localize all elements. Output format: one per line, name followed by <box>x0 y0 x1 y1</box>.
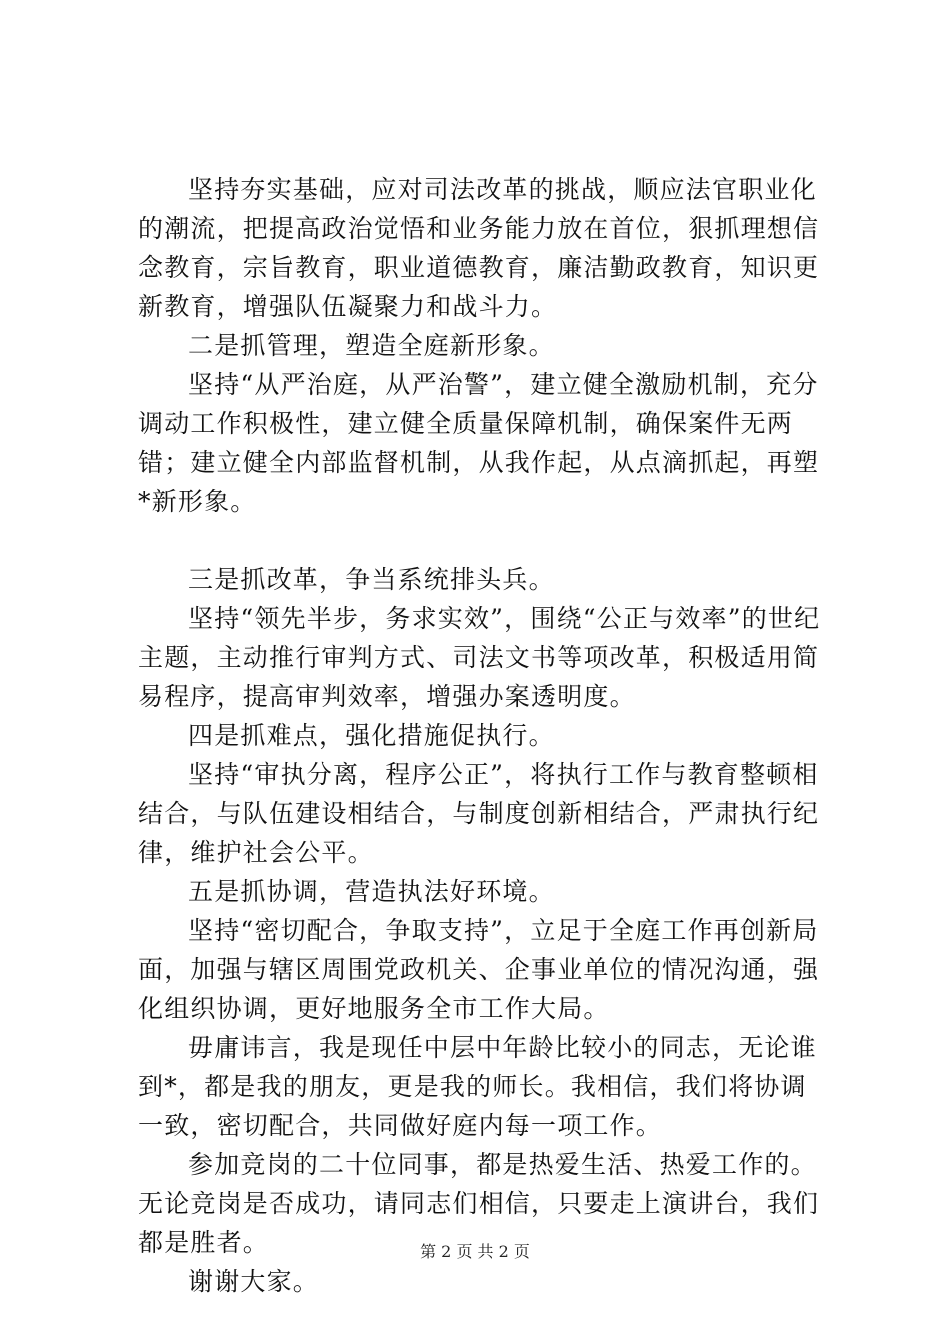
page-number-footer: 第 2 页 共 2 页 <box>420 1242 530 1261</box>
paragraph-gap <box>138 521 832 560</box>
paragraph-execution: 坚持“审执分离，程序公正”，将执行工作与教育整顿相结合，与队伍建设相结合，与制度创新相结合，严肃执行纪律，维护社会公平。 <box>138 760 820 867</box>
section-heading-execution: 四是抓难点，强化措施促执行。 <box>188 721 555 750</box>
paragraph-foundation: 坚持夯实基础，应对司法改革的挑战，顺应法官职业化的潮流，把提高政治觉悟和业务能力放在首位，狠抓理想信念教育，宗旨教育，职业道德教育，廉洁勤政教育，知识更新教育，增强队伍凝聚力和战斗力。 <box>138 175 820 321</box>
paragraph-management: 坚持“从严治庭，从严治警”，建立健全激励机制，充分调动工作积极性，建立健全质量保障机制，确保案件无两错；建立健全内部监督机制，从我作起，从点滴抓起，再塑*新形象。 <box>138 370 820 516</box>
paragraph-competition: 参加竞岗的二十位同事，都是热爱生活、热爱工作的。无论竞岗是否成功，请同志们相信，只要走上演讲台，我们都是胜者。 <box>138 1150 820 1257</box>
section-heading-reform: 三是抓改革，争当系统排头兵。 <box>188 565 555 594</box>
paragraph-reform: 坚持“领先半步，务求实效”，围绕“公正与效率”的世纪主题，主动推行审判方式、司法文书等项改革，积极适用简易程序，提高审判效率，增强办案透明度。 <box>138 604 821 711</box>
closing-thanks: 谢谢大家。 <box>188 1267 320 1296</box>
section-heading-coordination: 五是抓协调，营造执法好环境。 <box>188 877 555 906</box>
paragraph-colleagues: 毋庸讳言，我是现任中层中年龄比较小的同志，无论谁到*，都是我的朋友，更是我的师长。我相信，我们将协调一致，密切配合，共同做好庭内每一项工作。 <box>138 1033 817 1140</box>
section-heading-management: 二是抓管理，塑造全庭新形象。 <box>188 331 555 360</box>
paragraph-coordination: 坚持“密切配合，争取支持”，立足于全庭工作再创新局面，加强与辖区周围党政机关、企事业单位的情况沟通，强化组织协调，更好地服务全市工作大局。 <box>138 916 820 1023</box>
document-body <box>138 170 832 1301</box>
